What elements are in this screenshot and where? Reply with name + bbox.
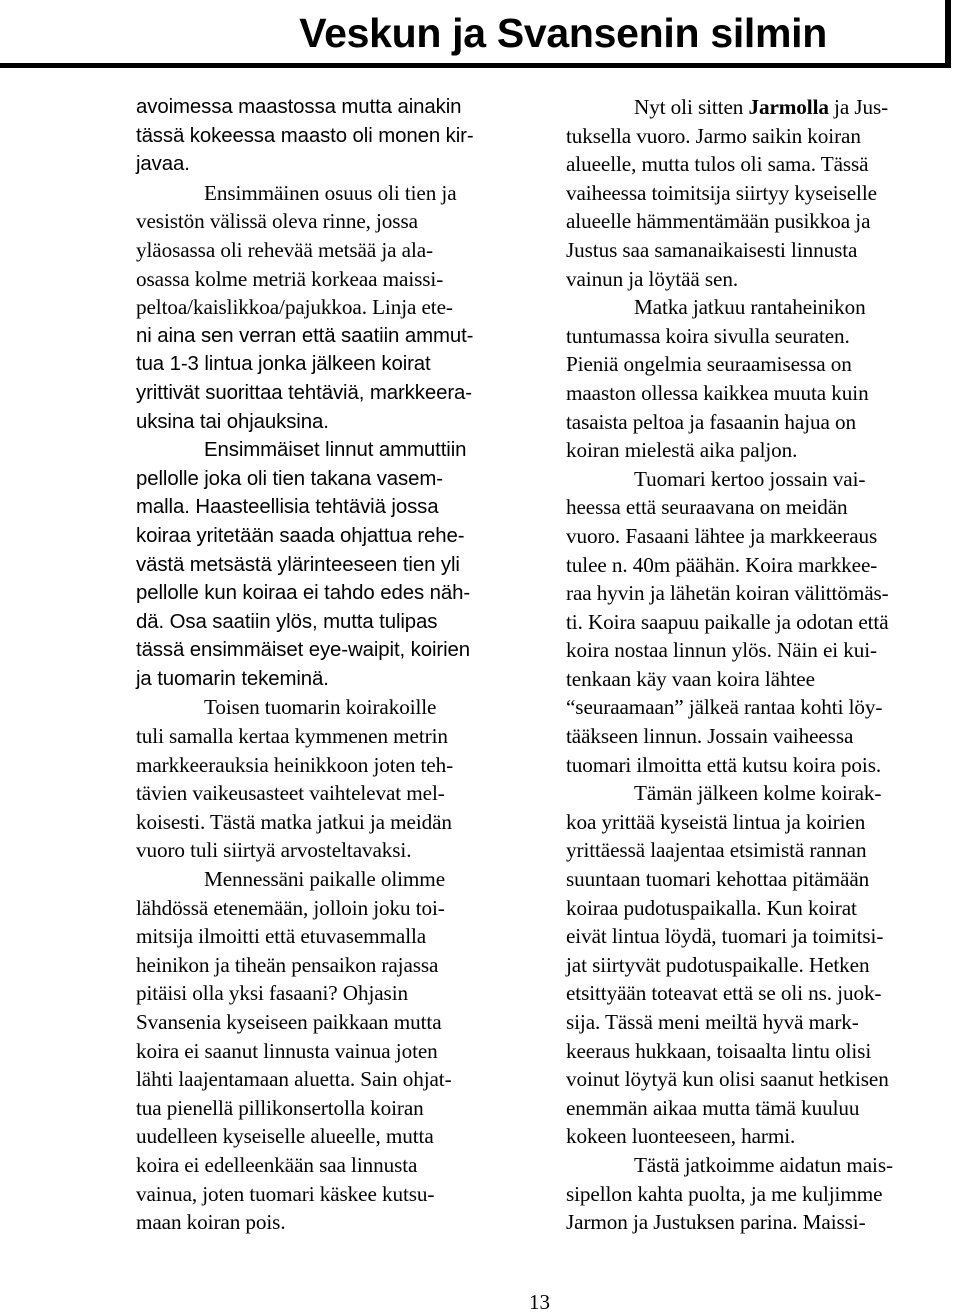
text-line: tääkseen linnun. Jossain vaiheessa: [566, 724, 854, 749]
text-line: markkeerauksia heinikkoon joten teh-: [136, 752, 454, 777]
text-line: koiraa pudotuspaikalla. Kun koirat: [566, 895, 857, 920]
text-line: sija. Tässä meni meiltä hyvä mark-: [566, 1010, 859, 1034]
text-line: Toisen tuomarin koirakoille: [204, 695, 437, 720]
text-line: tenkaan käy vaan koira lähtee: [566, 666, 815, 691]
text-line: pellolle kun koiraa ei tahdo edes näh-: [136, 582, 471, 605]
text-line: tuksella vuoro. Jarmo saikin koiran: [566, 123, 861, 148]
text-line: peltoa/kaislikkoa/pajukkoa. Linja ete-: [136, 295, 453, 320]
text-line: vesistön välissä oleva rinne, jossa: [136, 209, 418, 234]
text-line: pitäisi olla yksi fasaani? Ohjasin: [136, 981, 408, 1006]
text-line: koiran mielestä aika paljon.: [566, 438, 798, 463]
text-line: yrittäessä laajentaa etsimistä rannan: [566, 838, 867, 863]
text-line: pellolle joka oli tien takana vasem-: [136, 467, 443, 490]
text-line: alueelle hämmentämään pusikkoa ja: [566, 209, 871, 234]
text-line: västä metsästä ylärinteeseen tien yli: [136, 553, 460, 576]
text-line: koiraa yritetään saada ohjattua rehe-: [136, 524, 465, 547]
text-line: jat siirtyvät pudotuspaikalle. Hetken: [566, 952, 870, 977]
text-line: koa yrittää kyseistä lintua ja koirien: [566, 809, 866, 834]
text-line: tua pienellä pillikonsertolla koiran: [136, 1095, 424, 1120]
text-line: tuntumassa koira sivulla seuraten.: [566, 323, 850, 348]
text-line: koisesti. Tästä matka jatkui ja meidän: [136, 809, 452, 834]
text-line: Tästä jatkoimme aidatun mais-: [634, 1152, 893, 1177]
text-line: Tämän jälkeen kolme koirak-: [634, 781, 882, 806]
text-line: [566, 93, 948, 122]
text-line: mitsija ilmoitti että etuvasemmalla: [136, 924, 427, 949]
text-line: Matka jatkuu rantaheinikon: [634, 295, 866, 320]
article-column-right: [566, 93, 948, 1237]
text-line: raa hyvin ja lähetän koiran välittömäs-: [566, 581, 889, 606]
text-line: lähdössä etenemään, jolloin joku toi-: [136, 895, 445, 920]
text-line: tua 1-3 lintua jonka jälkeen koirat: [136, 353, 431, 376]
text-line: ti. Koira saapuu paikalle ja odotan että: [566, 609, 889, 634]
text-line: malla. Haasteellisia tehtäviä jossa: [136, 496, 439, 519]
text-line: vainua, joten tuomari käskee kutsu-: [136, 1181, 435, 1206]
text-line: maaston ollessa kaikkea muuta kuin: [566, 380, 869, 405]
text-segment: Nyt oli sitten: [634, 95, 749, 119]
text-line: tuomari ilmoitta että kutsu koira pois.: [566, 752, 882, 777]
text-line: Svansenia kyseiseen paikkaan mutta: [136, 1010, 442, 1034]
text-line: tävien vaikeusasteet vaihtelevat mel-: [136, 781, 445, 806]
text-line: vainun ja löytää sen.: [566, 266, 739, 291]
text-line: maan koiran pois.: [136, 1210, 286, 1235]
text-line: etsittyään toteavat että se oli ns. juok-: [566, 981, 882, 1006]
text-line: tasaista peltoa ja fasaanin hajua on: [566, 409, 856, 434]
text-line: lähti laajentamaan aluetta. Sain ohjat-: [136, 1067, 452, 1092]
text-line: tässä ensimmäiset eye-waipit, koirien: [136, 639, 471, 662]
text-line: koira ei saanut linnusta vainua joten: [136, 1038, 438, 1063]
text-line: avoimessa maastossa mutta ainakin: [136, 96, 462, 118]
text-line: keeraus hukkaan, toisaalta lintu olisi: [566, 1038, 872, 1063]
text-line: yläosassa oli rehevää metsää ja ala-: [136, 237, 433, 262]
text-line: javaa.: [136, 153, 190, 176]
page-title: Veskun ja Svansenin silmin: [299, 10, 827, 56]
header-banner: [0, 0, 951, 68]
person-name-bold: Jarmolla: [748, 95, 829, 119]
text-line: Ensimmäinen osuus oli tien ja: [204, 180, 457, 205]
text-line: tuli samalla kertaa kymmenen metrin: [136, 724, 448, 749]
text-line: koira nostaa linnun ylös. Näin ei kui-: [566, 638, 878, 663]
page-number: 13: [529, 1290, 550, 1314]
text-line: tulee n. 40m päähän. Koira markkee-: [566, 552, 878, 577]
text-line: Pieniä ongelmia seuraamisessa on: [566, 352, 852, 377]
text-line: yrittivät suorittaa tehtäviä, markkeera-: [136, 381, 472, 404]
text-line: heinikon ja tiheän pensaikon rajassa: [136, 952, 439, 977]
text-line: vaiheessa toimitsija siirtyy kyseiselle: [566, 180, 877, 205]
text-line: koira ei edelleenkään saa linnusta: [136, 1152, 418, 1177]
text-line: dä. Osa saatiin ylös, mutta tulipas: [136, 610, 438, 633]
text-line: heessa että seuraavana on meidän: [566, 495, 848, 520]
text-line: suuntaan tuomari kehottaa pitämään: [566, 867, 870, 892]
text-line: Mennessäni paikalle olimme: [204, 867, 445, 892]
text-line: uksina tai ohjauksina.: [136, 410, 329, 433]
text-line: Tuomari kertoo jossain vai-: [634, 466, 866, 491]
text-line: Jarmon ja Justuksen parina. Maissi-: [566, 1210, 866, 1235]
text-line: tässä kokeessa maasto oli monen kir-: [136, 124, 474, 147]
text-line: ja tuomarin tekeminä.: [136, 667, 329, 690]
text-line: vuoro tuli siirtyä arvosteltavaksi.: [136, 838, 412, 863]
text-line: kokeen luonteeseen, harmi.: [566, 1124, 796, 1149]
text-line: enemmän aikaa mutta tämä kuuluu: [566, 1095, 860, 1120]
text-segment: ja Jus-: [828, 95, 889, 119]
text-line: uudelleen kyseiselle alueelle, mutta: [136, 1124, 434, 1149]
text-line: osassa kolme metriä korkeaa maissi-: [136, 266, 444, 291]
text-line: voinut löytyä kun olisi saanut hetkisen: [566, 1067, 889, 1092]
text-line: Ensimmäiset linnut ammuttiin: [204, 439, 467, 462]
text-line: Justus saa samanaikaisesti linnusta: [566, 237, 858, 262]
text-line: “seuraamaan” jälkeä rantaa kohti löy-: [566, 695, 883, 720]
text-line: alueelle, mutta tulos oli sama. Tässä: [566, 152, 869, 177]
text-line: sipellon kahta puolta, ja me kuljimme: [566, 1181, 883, 1206]
article-column-left: [136, 93, 514, 1237]
text-line: ni aina sen verran että saatiin ammut-: [136, 324, 474, 347]
text-line: eivät lintua löydä, tuomari ja toimitsi-: [566, 924, 884, 949]
text-line: vuoro. Fasaani lähtee ja markkeeraus: [566, 523, 878, 548]
